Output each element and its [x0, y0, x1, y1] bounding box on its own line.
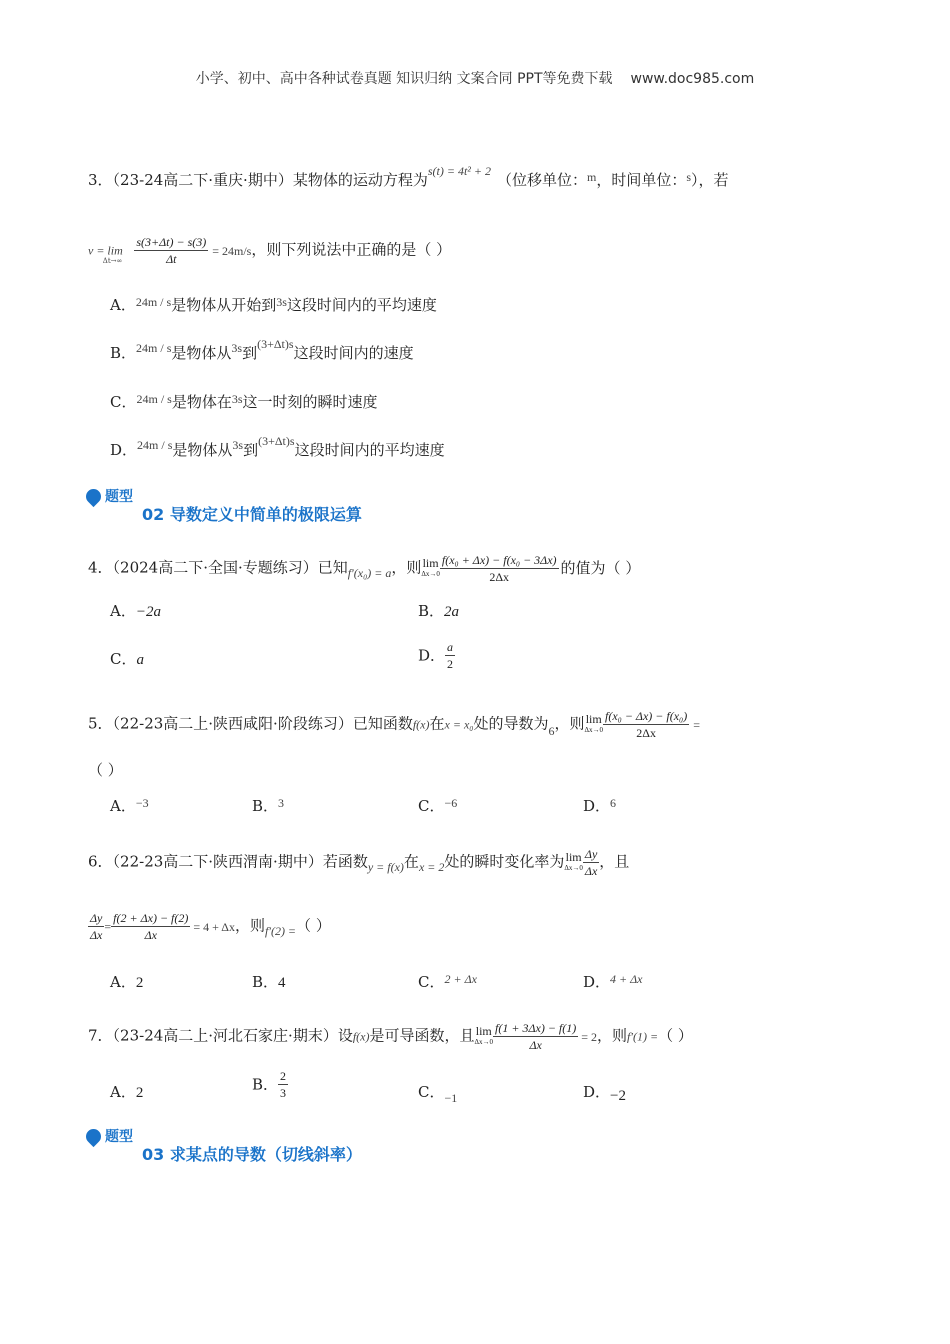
fraction-num: Δy — [90, 911, 103, 925]
lim-text: lim — [475, 1023, 492, 1038]
q5-fraction-den: 2Δx — [636, 726, 656, 740]
option-label: A． — [110, 602, 136, 620]
q7-stem-c: ，则 — [597, 1026, 628, 1045]
option-label: D． — [418, 646, 446, 665]
q7-fraction — [493, 1020, 578, 1053]
q3-option-c[interactable] — [110, 392, 378, 413]
option-label: B． — [252, 973, 279, 991]
q4-option-a[interactable] — [110, 601, 161, 622]
q7-rhs: = 2 — [581, 1029, 598, 1044]
lim-text: lim — [422, 555, 439, 570]
q3-rhs: = 24m/s — [212, 243, 252, 258]
section-label: 题型 — [105, 1129, 133, 1145]
option-value: 4 — [278, 975, 286, 991]
q5-point: x = x₀ — [444, 717, 474, 732]
q5-value: 6 — [548, 723, 555, 738]
option-text: 这一时刻的瞬时速度 — [242, 393, 378, 411]
q7-fx: f(x) — [352, 1029, 370, 1044]
q5-stem-d: ，则 — [554, 714, 585, 733]
q6-fx: y = f(x) — [367, 859, 404, 874]
option-value: −1 — [444, 1091, 458, 1105]
option-label: B． — [110, 344, 137, 362]
option-value: a — [136, 652, 144, 668]
option-label: B． — [418, 602, 445, 620]
q7-number: 7． — [88, 1026, 113, 1045]
section-02-title: 02 导数定义中简单的极限运算 — [142, 505, 362, 524]
option-text: 是物体从 — [171, 344, 232, 362]
q4-stem — [88, 552, 640, 585]
q6-source: （22-23高二下·陕西渭南·期中） — [112, 852, 323, 871]
option-label: B． — [252, 1075, 279, 1094]
q3-fraction-num: s(3+Δt) − s(3) — [136, 235, 207, 249]
q6-fraction-den: Δx — [584, 864, 598, 878]
q7-fraction-num: f(1 + 3Δx) − f(1) — [495, 1021, 577, 1035]
option-label: D． — [583, 1083, 611, 1101]
option-label: D． — [110, 441, 138, 459]
q7-option-d[interactable] — [583, 1082, 626, 1103]
q6-ask: f′(2) = — [264, 923, 297, 938]
q3-option-d[interactable] — [110, 434, 445, 461]
option-fraction — [445, 639, 455, 672]
option-value: 4 + Δx — [610, 972, 643, 986]
lim-sub: Δx→0 — [474, 1037, 494, 1046]
q6-lim — [564, 849, 583, 874]
q7-option-a[interactable] — [110, 1082, 143, 1103]
q5-paren: （ ） — [88, 761, 123, 779]
option-value: 3 — [278, 796, 285, 810]
q6-stem-b: 在 — [403, 852, 419, 871]
q4-lim — [421, 555, 440, 580]
q3-equation: s(t) = 4t² + 2 — [427, 164, 491, 178]
q3-unit-s: s — [686, 170, 692, 184]
option-text: 是物体从开始到 — [171, 296, 277, 314]
fraction-num: f(2 + Δx) − f(2) — [113, 911, 189, 925]
q6-paren: （ ） — [296, 916, 331, 935]
section-03-heading — [86, 1126, 133, 1146]
q3-stem-c: ，时间单位： — [596, 171, 687, 189]
lim-text: lim — [585, 711, 602, 726]
q3-option-b[interactable] — [110, 337, 414, 364]
fraction-den: Δx — [144, 928, 157, 942]
q3-stem-line2 — [88, 234, 451, 267]
option-label: C． — [418, 1083, 445, 1101]
lim-text: lim — [565, 849, 582, 864]
header-site-link[interactable]: www.doc985.com — [630, 71, 755, 87]
q7-stem-b: 是可导函数，且 — [369, 1026, 475, 1045]
q3-lim-sub: Δt→∞ — [102, 256, 123, 265]
q6-stem-d: ，且 — [599, 852, 630, 871]
page-header — [0, 68, 950, 88]
q4-fraction — [440, 552, 559, 585]
q5-option-d[interactable] — [583, 796, 616, 817]
q7-paren: （ ） — [658, 1026, 693, 1045]
header-text: 小学、初中、高中各种试卷真题 知识归纳 文案合同 PPT等免费下载 — [195, 71, 613, 87]
q4-fraction-num: f(x₀ + Δx) − f(x₀ − 3Δx) — [441, 553, 557, 567]
q4-number: 4． — [88, 558, 113, 577]
q6-rhs: = 4 + Δx — [193, 919, 235, 934]
option-point: 3s — [276, 295, 287, 309]
option-text: 是物体从 — [172, 441, 233, 459]
q3-stem-a: 某物体的运动方程为 — [292, 171, 428, 189]
q3-stem-e: ，则下列说法中正确的是（ ） — [251, 240, 452, 259]
q7-fraction-den: Δx — [529, 1038, 542, 1052]
q5-option-b[interactable] — [252, 796, 284, 817]
q7-lim — [474, 1023, 494, 1048]
option-point2: (3+Δt)s — [257, 337, 294, 351]
q6-fraction-num: Δy — [584, 847, 598, 861]
q3-option-a[interactable] — [110, 295, 437, 316]
q6-option-b[interactable] — [252, 972, 286, 993]
lim-sub: Δx→0 — [564, 863, 583, 872]
q6-number: 6． — [88, 852, 113, 871]
location-pin-icon — [83, 1126, 104, 1147]
option-point: 3s — [232, 438, 244, 452]
option-label: A． — [110, 296, 136, 314]
q6-equals: = — [104, 919, 112, 934]
q3-number: 3． — [88, 171, 113, 189]
option-text: 到 — [243, 441, 259, 459]
q5-fx: f(x) — [412, 717, 430, 732]
option-label: A． — [110, 1083, 136, 1101]
q3-stem-line1 — [88, 164, 729, 191]
q4-stem-b: ，则 — [391, 558, 422, 577]
q4-option-b[interactable] — [418, 601, 459, 622]
q6-fraction — [583, 846, 599, 879]
q4-option-d[interactable] — [418, 639, 455, 672]
option-speed: 24m / s — [136, 341, 172, 355]
q4-stem-a: 已知 — [317, 558, 348, 577]
fraction-den: 2 — [447, 657, 454, 671]
q5-stem — [88, 708, 700, 741]
q5-option-a[interactable] — [110, 796, 149, 817]
q4-stem-c: 的值为（ ） — [560, 558, 641, 577]
q6-stem-c: 处的瞬时变化率为 — [444, 852, 565, 871]
option-label: D． — [583, 973, 611, 991]
q5-fraction — [603, 708, 689, 741]
q5-stem-b: 在 — [429, 714, 445, 733]
q7-option-c[interactable] — [418, 1082, 457, 1103]
fraction-num: 2 — [280, 1069, 287, 1083]
q6-diff-quotient — [111, 910, 190, 943]
option-value: 2a — [444, 604, 460, 620]
q3-stem-b: （位移单位： — [496, 171, 587, 189]
option-label: D． — [583, 797, 611, 815]
fraction-den: Δx — [90, 928, 103, 942]
option-value: −2a — [135, 604, 161, 620]
q6-dy-dx — [88, 910, 104, 943]
option-value: 6 — [610, 796, 617, 810]
option-text: 这段时间内的速度 — [293, 344, 414, 362]
option-text: 这段时间内的平均速度 — [294, 441, 445, 459]
q5-number: 5． — [88, 714, 113, 733]
option-speed: 24m / s — [135, 295, 172, 309]
q4-condition: f′(x₀) = a — [347, 565, 392, 580]
q6-stem-e: ，则 — [234, 916, 265, 935]
option-text: 是物体在 — [171, 393, 232, 411]
option-label: C． — [110, 650, 137, 668]
q7-source: （23-24高二上·河北石家庄·期末） — [112, 1026, 338, 1045]
q7-stem — [88, 1020, 693, 1053]
option-value: −2 — [610, 1088, 626, 1104]
option-value: −3 — [135, 796, 149, 810]
option-label: A． — [110, 797, 136, 815]
q4-source: （2024高二下·全国·专题练习） — [112, 558, 318, 577]
section-02-heading — [86, 486, 133, 506]
option-point: 3s — [231, 341, 243, 355]
option-speed: 24m / s — [137, 438, 173, 452]
section-03-title: 03 求某点的导数（切线斜率） — [142, 1145, 362, 1164]
q6-stem-a: 若函数 — [322, 852, 368, 871]
option-label: B． — [252, 797, 279, 815]
q6-stem-line2 — [88, 910, 331, 943]
lim-sub: Δx→0 — [421, 569, 440, 578]
q5-fraction-num: f(x₀ − Δx) − f(x₀) — [604, 709, 688, 723]
option-fraction — [278, 1068, 288, 1101]
option-label: C． — [110, 393, 137, 411]
fraction-den: 3 — [280, 1086, 287, 1100]
fraction-num: a — [447, 640, 454, 654]
option-label: C． — [418, 973, 445, 991]
q6-option-c[interactable] — [418, 972, 477, 993]
option-point2: (3+Δt)s — [258, 434, 295, 448]
q7-option-b[interactable] — [252, 1068, 288, 1101]
q3-source: （23-24高二下·重庆·期中） — [112, 171, 293, 189]
option-speed: 24m / s — [136, 392, 172, 406]
q7-stem-a: 设 — [337, 1026, 353, 1045]
section-label: 题型 — [105, 489, 133, 505]
q5-lim — [584, 711, 603, 736]
q5-stem-a: 已知函数 — [352, 714, 413, 733]
option-value: −6 — [444, 796, 458, 810]
q5-stem-c: 处的导数为 — [473, 714, 549, 733]
q3-fraction — [134, 234, 208, 267]
q3-unit-m: m — [586, 170, 597, 184]
q7-ask: f′(1) = — [627, 1029, 659, 1044]
q4-fraction-den: 2Δx — [489, 570, 510, 584]
option-value: 2 + Δx — [444, 972, 477, 986]
option-point: 3s — [231, 392, 243, 406]
option-value: 2 — [135, 975, 144, 991]
q3-fraction-den: Δt — [166, 252, 177, 266]
option-text: 这段时间内的平均速度 — [286, 296, 437, 314]
q4-option-c[interactable] — [110, 649, 144, 670]
option-label: A． — [110, 973, 136, 991]
option-text: 到 — [242, 344, 258, 362]
q5-equals: = — [693, 717, 700, 732]
q6-option-a[interactable] — [110, 972, 143, 993]
q3-v-lim: v = lim — [88, 243, 123, 258]
location-pin-icon — [83, 486, 104, 507]
option-value: 2 — [135, 1085, 144, 1101]
q6-point: x = 2 — [418, 859, 445, 874]
q3-stem-d: ），若 — [691, 171, 729, 189]
lim-sub: Δx→0 — [584, 725, 603, 734]
q6-stem-line1 — [88, 846, 629, 879]
option-label: C． — [418, 797, 445, 815]
q6-option-d[interactable] — [583, 972, 643, 993]
q5-option-c[interactable] — [418, 796, 457, 817]
q5-source: （22-23高二上·陕西咸阳·阶段练习） — [112, 714, 353, 733]
